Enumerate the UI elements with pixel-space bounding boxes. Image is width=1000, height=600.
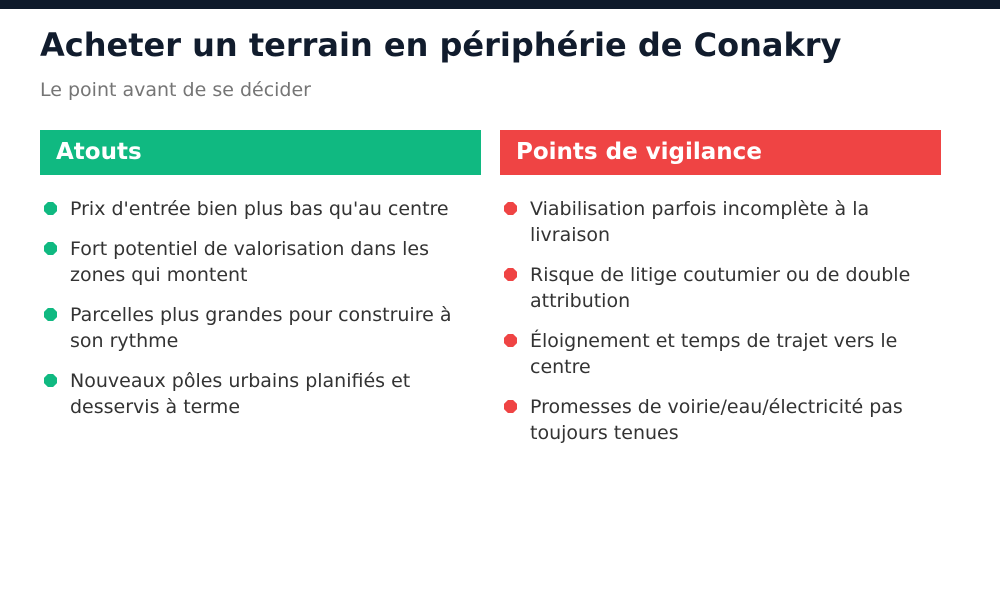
bullet-icon [44,374,57,387]
bullet-icon [44,242,57,255]
cons-list [500,175,941,446]
cons-column [500,130,941,460]
pros-column [40,130,481,434]
cons-item-text: Promesses de voirie/eau/électricité pas toujours tenues [530,396,903,444]
page-subtitle: Le point avant de se décider [40,79,311,101]
cons-list-item [500,394,941,446]
bullet-icon [44,202,57,215]
pros-list-item [40,196,481,222]
pros-list-item [40,302,481,354]
cons-list-item [500,328,941,380]
pros-item-text: Nouveaux pôles urbains planifiés et desservis à terme [70,370,411,418]
bullet-icon [44,308,57,321]
cons-item-text: Viabilisation parfois incomplète à la livraison [530,198,870,246]
pros-list-item [40,236,481,288]
cons-list-item [500,262,941,314]
bullet-icon [504,400,517,413]
pros-item-text: Parcelles plus grandes pour construire à son rythme [70,304,452,352]
pros-list [40,175,481,420]
bullet-icon [504,202,517,215]
page-title: Acheter un terrain en périphérie de Conakry [40,26,842,64]
top-accent-bar [0,0,1000,9]
cons-list-item [500,196,941,248]
cons-heading: Points de vigilance [500,130,941,175]
cons-item-text: Éloignement et temps de trajet vers le centre [530,330,898,378]
pros-list-item [40,368,481,420]
pros-item-text: Fort potentiel de valorisation dans les zones qui montent [70,238,429,286]
bullet-icon [504,268,517,281]
cons-item-text: Risque de litige coutumier ou de double attribution [530,264,911,312]
bullet-icon [504,334,517,347]
pros-heading: Atouts [40,130,481,175]
pros-item-text: Prix d'entrée bien plus bas qu'au centre [70,198,449,220]
